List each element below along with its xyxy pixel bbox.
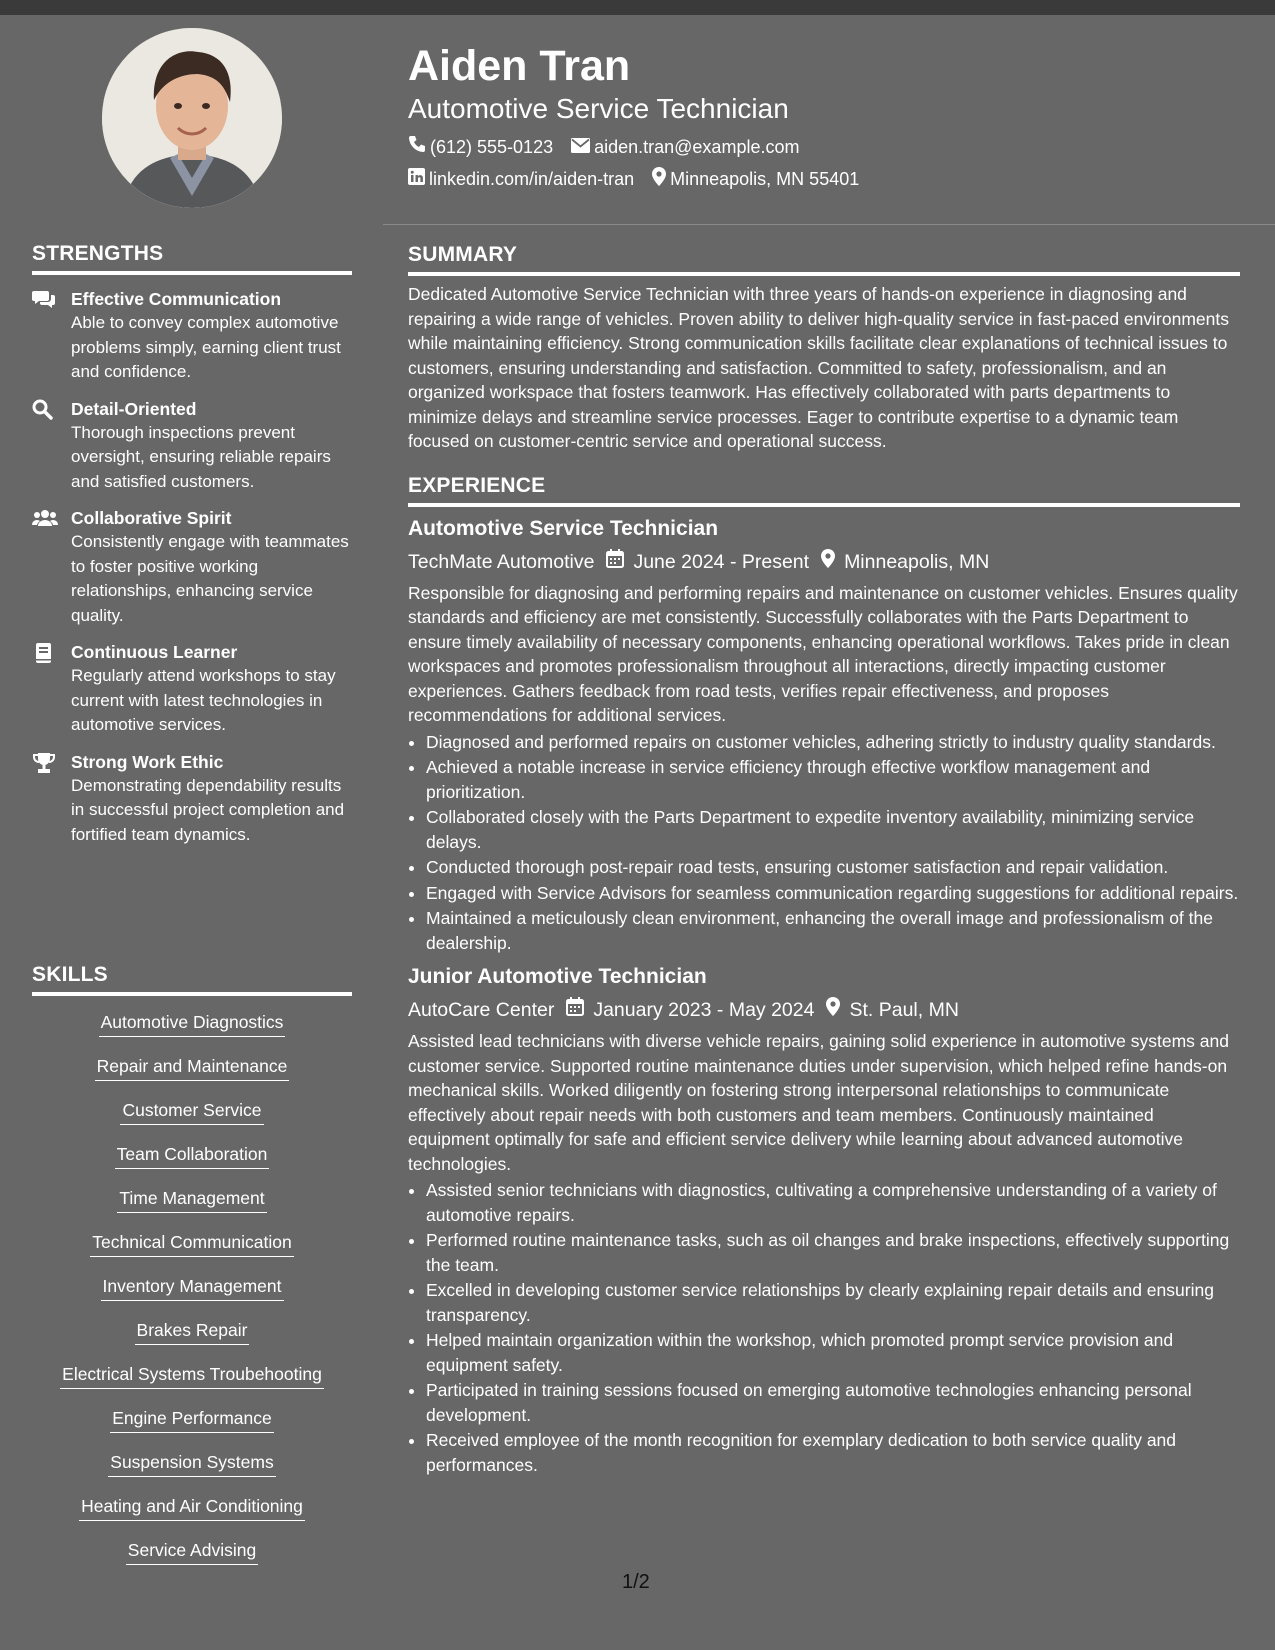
chat-bubbles-icon xyxy=(32,289,58,311)
date-range: June 2024 - Present xyxy=(633,550,810,573)
bullet-item: • Achieved a notable increase in service efficiency through effective workflow management and prioritization. xyxy=(426,755,1240,804)
contact-row-2 xyxy=(408,167,1228,191)
envelope-icon xyxy=(571,136,594,158)
strength-name: Detail-Oriented xyxy=(71,398,197,419)
location-text: Minneapolis, MN 55401 xyxy=(670,169,860,189)
date-range: January 2023 - May 2024 xyxy=(593,999,815,1021)
strength-desc: Thorough inspections prevent oversight, ensuring reliable repairs and satisfied customers. xyxy=(71,422,331,491)
calendar-icon xyxy=(566,997,593,1023)
job-entry xyxy=(408,964,1240,1477)
summary-heading: SUMMARY xyxy=(408,243,1240,276)
top-bar xyxy=(0,0,1275,15)
strength-item xyxy=(32,506,352,628)
skill-item: Inventory Management xyxy=(101,1274,284,1301)
job-meta xyxy=(408,549,1240,575)
job-meta xyxy=(408,997,1240,1023)
skill-item: Brakes Repair xyxy=(135,1318,250,1345)
phone-contact xyxy=(408,135,553,158)
skill-item: Repair and Maintenance xyxy=(95,1054,290,1081)
job-description: Assisted lead technicians with diverse vehicle repairs, gaining solid experience in automotive systems and customer service. Supported routine maintenance duties under supervision, which helped refine hands-on mechanical skills. Worked diligently on fostering strong interpersonal relationships to communicate effectively about repair needs with both customers and team members. Continuously maintained equipment optimally for safe and efficient service delivery while learning about advanced automotive technologies. xyxy=(408,1031,1229,1174)
email-address[interactable]: aiden.tran@example.com xyxy=(594,136,800,157)
job-bullets xyxy=(408,1178,1240,1477)
skill-item: Customer Service xyxy=(120,1098,263,1125)
users-icon xyxy=(32,508,58,530)
experience-heading: EXPERIENCE xyxy=(408,474,1240,507)
header-divider xyxy=(383,224,1275,225)
skill-item: Team Collaboration xyxy=(115,1142,270,1169)
linkedin-icon xyxy=(408,168,429,190)
bullet-item: • Excelled in developing customer service relationships by clearly explaining repair details and ensuring transparency. xyxy=(426,1278,1240,1327)
skill-item: Technical Communication xyxy=(90,1230,293,1257)
job-title: Automotive Service Technician xyxy=(408,516,719,540)
skill-list xyxy=(32,1010,352,1565)
strength-item xyxy=(32,750,352,848)
bullet-item: • Performed routine maintenance tasks, such as oil changes and brake inspections, effectively supporting the team. xyxy=(426,1228,1240,1277)
company-name: TechMate Automotive xyxy=(408,550,595,573)
bullet-item: • Engaged with Service Advisors for seamless communication regarding suggestions for additional repairs. xyxy=(426,881,1240,906)
candidate-name: Aiden Tran xyxy=(408,42,631,90)
phone-number: (612) 555-0123 xyxy=(430,136,554,157)
trophy-icon xyxy=(32,752,58,774)
bullet-item: • Received employee of the month recognition for exemplary dedication to both service quality and performances. xyxy=(426,1428,1240,1477)
job-bullets xyxy=(408,730,1240,956)
strengths-heading: STRENGTHS xyxy=(32,242,352,275)
resume-header xyxy=(408,40,1228,191)
skill-item: Electrical Systems Troubehooting xyxy=(60,1362,324,1389)
job-location xyxy=(826,997,958,1023)
skill-item: Time Management xyxy=(117,1186,266,1213)
contact-row xyxy=(408,135,1228,158)
search-icon xyxy=(32,399,58,421)
location-text: St. Paul, MN xyxy=(849,999,959,1021)
bullet-item: • Diagnosed and performed repairs on customer vehicles, adhering strictly to industry quality standards. xyxy=(426,730,1240,755)
bullet-item: • Maintained a meticulously clean environment, enhancing the overall image and professionalism of the dealership. xyxy=(426,906,1240,955)
map-pin-icon xyxy=(826,997,849,1023)
linkedin-url[interactable]: linkedin.com/in/aiden-tran xyxy=(429,169,635,189)
bullet-item: • Conducted thorough post-repair road tests, ensuring customer satisfaction and repair validation. xyxy=(426,855,1240,880)
job-location xyxy=(821,549,989,575)
calendar-icon xyxy=(606,549,633,575)
strength-desc: Demonstrating dependability results in successful project completion and fortified team dynamics. xyxy=(71,775,345,844)
experience-section xyxy=(408,474,1240,1478)
skill-item: Heating and Air Conditioning xyxy=(79,1494,305,1521)
skill-item: Suspension Systems xyxy=(108,1450,275,1477)
skills-heading: SKILLS xyxy=(32,963,352,996)
profile-photo xyxy=(102,28,282,208)
summary-text: Dedicated Automotive Service Technician with three years of hands-on experience in diagnosing and repairing a wide range of vehicles. Proven ability to deliver high-quality service in fast-paced environments while maintaining efficiency. Strong communication skills facilitate clear explanations of technical issues to customers, ensuring understanding and satisfaction. Committed to safety, professionalism, and an organized workspace that fosters teamwork. Has effectively collaborated with parts departments to minimize delays and streamline service processes. Eager to contribute expertise to a dynamic team focused on customer-centric service and operational success. xyxy=(408,284,1229,451)
strengths-section xyxy=(32,242,352,847)
company-name: AutoCare Center xyxy=(408,999,555,1021)
strength-item xyxy=(32,640,352,738)
strength-desc: Consistently engage with teammates to foster positive working relationships, enhancing service quality. xyxy=(71,532,349,625)
skills-section xyxy=(32,963,352,1565)
strength-name: Collaborative Spirit xyxy=(71,508,232,528)
strength-desc: Able to convey complex automotive problems simply, earning client trust and confidence. xyxy=(71,313,341,381)
strength-desc: Regularly attend workshops to stay current with latest technologies in automotive services. xyxy=(71,666,336,734)
strength-name: Strong Work Ethic xyxy=(71,751,224,772)
strength-item xyxy=(32,397,352,495)
skill-item: Engine Performance xyxy=(110,1406,274,1433)
strength-item xyxy=(32,287,352,385)
email-contact[interactable] xyxy=(571,136,799,158)
phone-icon xyxy=(408,135,430,158)
bullet-item: • Collaborated closely with the Parts Department to expedite inventory availability, minimizing service delays. xyxy=(426,805,1240,854)
strength-name: Effective Communication xyxy=(71,289,282,309)
job-description: Responsible for diagnosing and performing repairs and maintenance on customer vehicles. Ensures quality standards and efficiency are met consistently. Successfully collaborates with the Parts Department to ensure timely availability of necessary components, enhancing operational workflows. Takes pride in clean workspaces and promotes professionalism throughout all interactions, directly impacting customer experiences. Gathers feedback from road tests, verifies repair effectiveness, and proposes recommendations for additional services. xyxy=(408,582,1238,725)
candidate-title: Automotive Service Technician xyxy=(408,93,789,124)
skill-item: Automotive Diagnostics xyxy=(99,1010,286,1037)
page-number: 1/2 xyxy=(622,1571,650,1593)
job-dates xyxy=(566,997,814,1023)
job-entry xyxy=(408,516,1240,956)
book-icon xyxy=(32,642,58,664)
location-text: Minneapolis, MN xyxy=(844,550,990,573)
main-column xyxy=(408,243,1240,1478)
strength-name: Continuous Learner xyxy=(71,642,238,662)
linkedin-contact[interactable] xyxy=(408,168,634,190)
bullet-item: • Assisted senior technicians with diagnostics, cultivating a comprehensive understanding of a variety of automotive repairs. xyxy=(426,1178,1240,1227)
skill-item: Service Advising xyxy=(126,1538,258,1565)
map-pin-icon xyxy=(821,549,844,575)
job-dates xyxy=(606,549,809,575)
bullet-item: • Participated in training sessions focused on emerging automotive technologies enhancing personal development. xyxy=(426,1378,1240,1427)
location-contact xyxy=(652,167,859,191)
bullet-item: • Helped maintain organization within the workshop, which promoted prompt service provision and equipment safety. xyxy=(426,1328,1240,1377)
job-title: Junior Automotive Technician xyxy=(408,965,707,988)
map-pin-icon xyxy=(652,167,670,191)
